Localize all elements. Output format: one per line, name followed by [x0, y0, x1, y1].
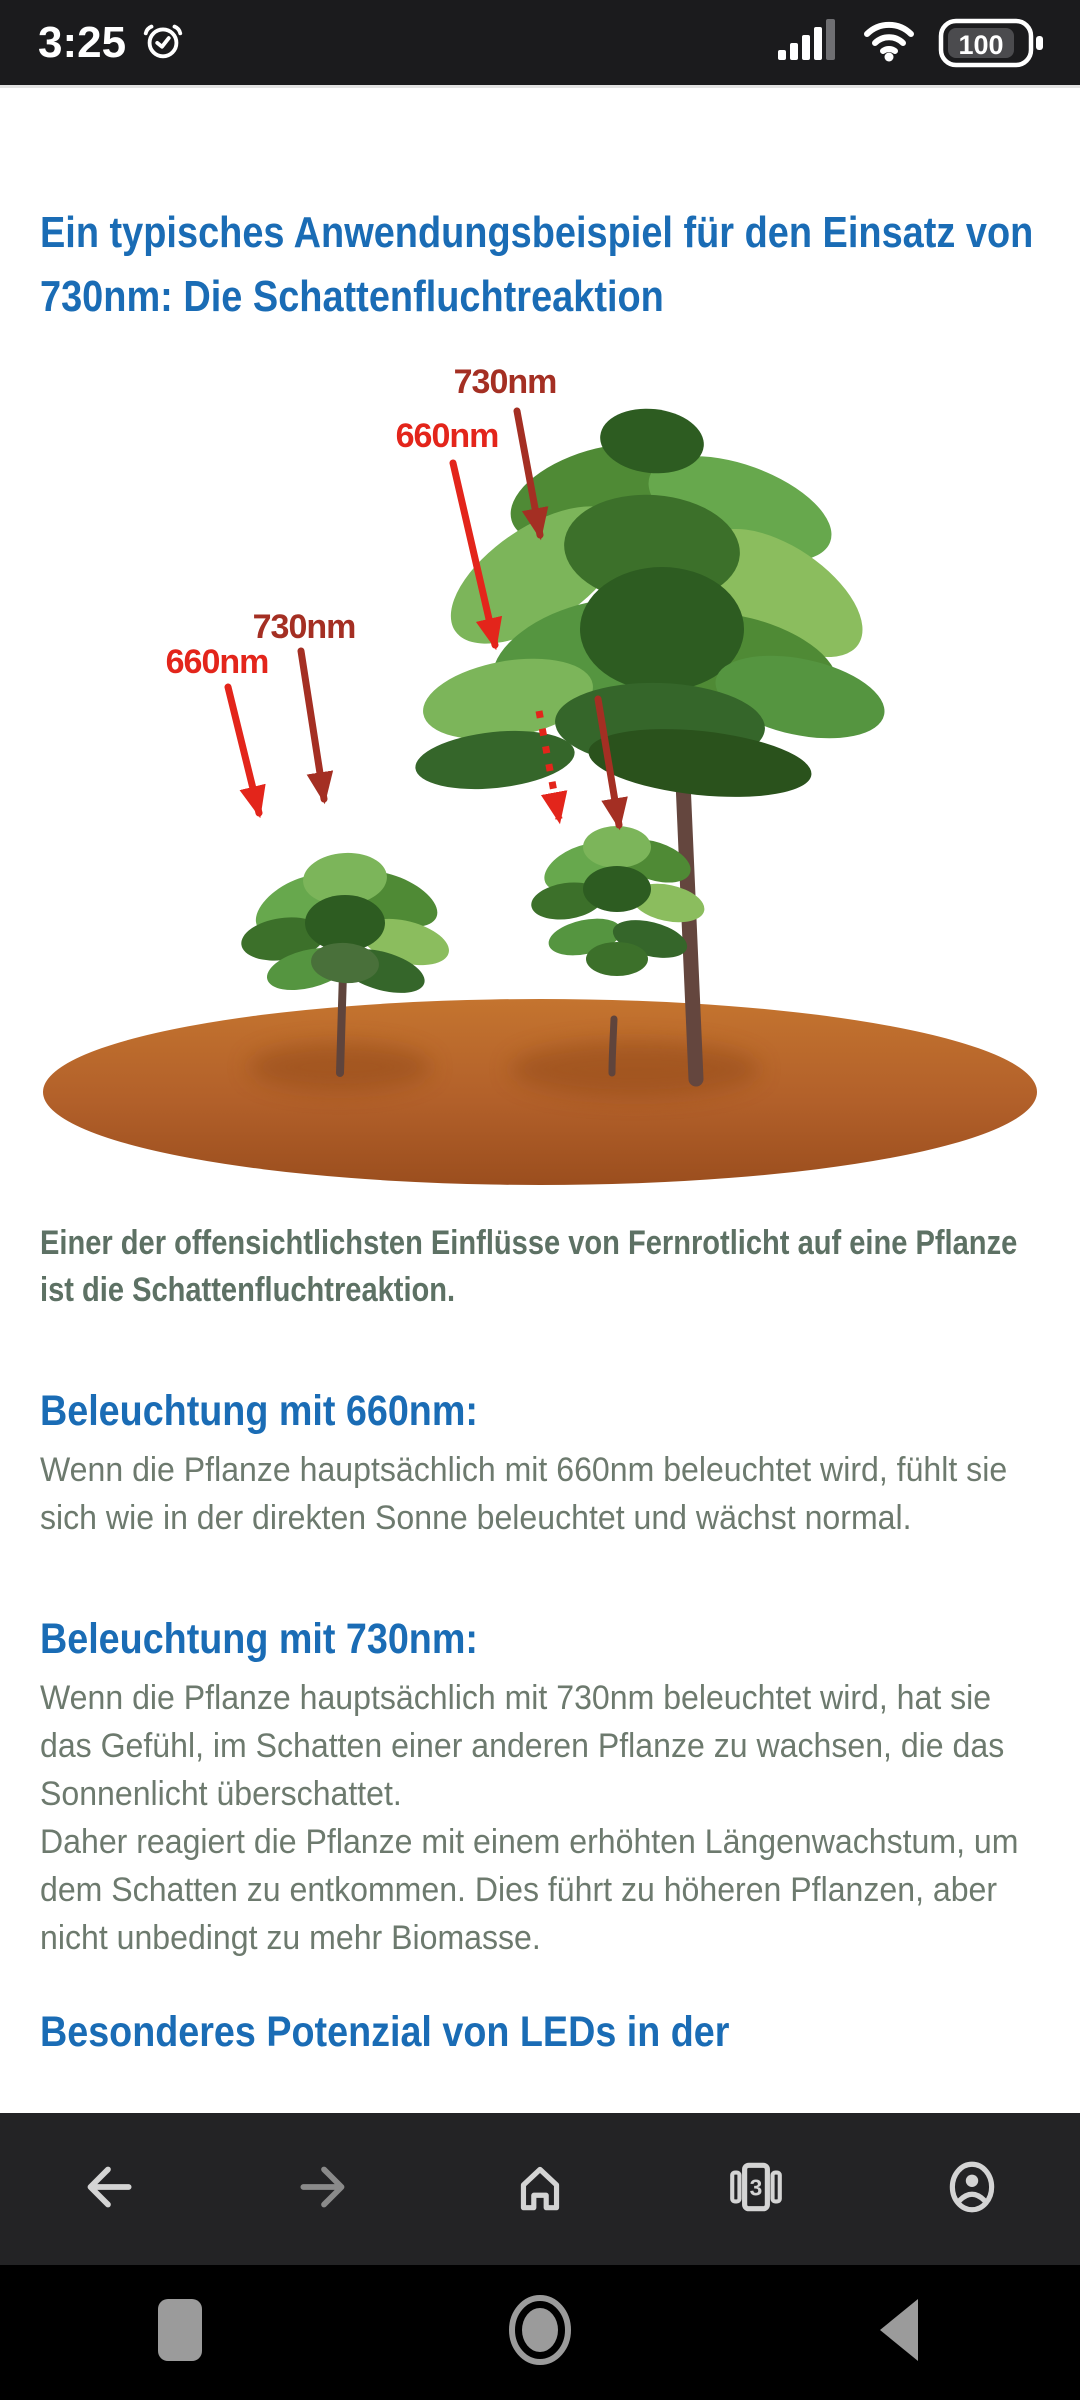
profile-icon	[941, 2156, 1003, 2223]
back-arrow-icon	[77, 2156, 139, 2223]
clock-time: 3:25	[38, 17, 127, 67]
recents-square-icon	[152, 2295, 208, 2370]
next-section-heading: Besonderes Potenzial von LEDs in der	[40, 2008, 730, 2056]
section-body-660: Wenn die Pflanze hauptsächlich mit 660nm beleuchtet wird, fühlt sie sich wie in der direkten Sonne beleuchtet und wächst normal.	[40, 1451, 1008, 1537]
ground-ellipse	[43, 999, 1037, 1185]
web-page-content[interactable]	[0, 91, 1080, 2113]
page-title: Ein typisches Anwendungsbeispiel für den Einsatz von 730nm: Die Schattenfluchtreaktion	[40, 208, 1034, 321]
wifi-icon	[860, 17, 918, 68]
section-heading-660: Beleuchtung mit 660nm:	[40, 1387, 478, 1435]
status-bar	[0, 0, 1080, 88]
battery-percent: 100	[958, 29, 1004, 60]
browser-forward-button[interactable]	[216, 2113, 432, 2265]
android-home-button[interactable]	[360, 2265, 720, 2400]
section-heading-730: Beleuchtung mit 730nm:	[40, 1615, 478, 1663]
shade-avoidance-figure	[40, 367, 1040, 1200]
browser-navigation-bar	[0, 2113, 1080, 2265]
tabs-icon	[725, 2156, 787, 2223]
browser-back-button[interactable]	[0, 2113, 216, 2265]
android-recents-button[interactable]	[0, 2265, 360, 2400]
android-back-button[interactable]	[720, 2265, 1080, 2400]
label-730nm-top: 730nm	[453, 367, 557, 401]
plant-illustration	[40, 367, 1040, 1195]
label-660nm-top: 660nm	[395, 417, 499, 455]
section-body-730	[40, 1674, 1040, 1962]
section-body-730-part2: Daher reagiert die Pflanze mit einem erhöhten Längenwachstum, um dem Schatten zu entkommen. Dies führt zu höheren Pflanzen, aber nicht unbedingt zu mehr Biomasse.	[40, 1823, 1019, 1957]
battery-icon	[938, 17, 1044, 69]
home-circle-icon	[504, 2291, 576, 2374]
alarm-icon	[140, 17, 186, 68]
section-body-730-part1: Wenn die Pflanze hauptsächlich mit 730nm beleuchtet wird, hat sie das Gefühl, im Schatten einer anderen Pflanze zu wachsen, die das Sonnenlicht überschattet.	[40, 1679, 1005, 1813]
signal-icon	[778, 16, 840, 69]
browser-home-button[interactable]	[432, 2113, 648, 2265]
browser-profile-button[interactable]	[864, 2113, 1080, 2265]
tall-plant	[413, 404, 893, 1079]
tab-count: 3	[749, 2173, 763, 2200]
arrow-730-left	[301, 651, 324, 799]
forward-arrow-icon	[293, 2156, 355, 2223]
home-icon	[509, 2156, 571, 2223]
label-660nm-left: 660nm	[165, 643, 269, 681]
android-navigation-bar	[0, 2265, 1080, 2400]
arrow-660-left	[228, 687, 259, 813]
label-730nm-left: 730nm	[252, 608, 356, 646]
intro-bold-text: Einer der offensichtlichsten Einflüsse von Fernrotlicht auf eine Pflanze ist die Schattenfluchtreaktion.	[40, 1224, 1018, 1309]
browser-tabs-button[interactable]	[648, 2113, 864, 2265]
back-triangle-icon	[872, 2295, 928, 2370]
